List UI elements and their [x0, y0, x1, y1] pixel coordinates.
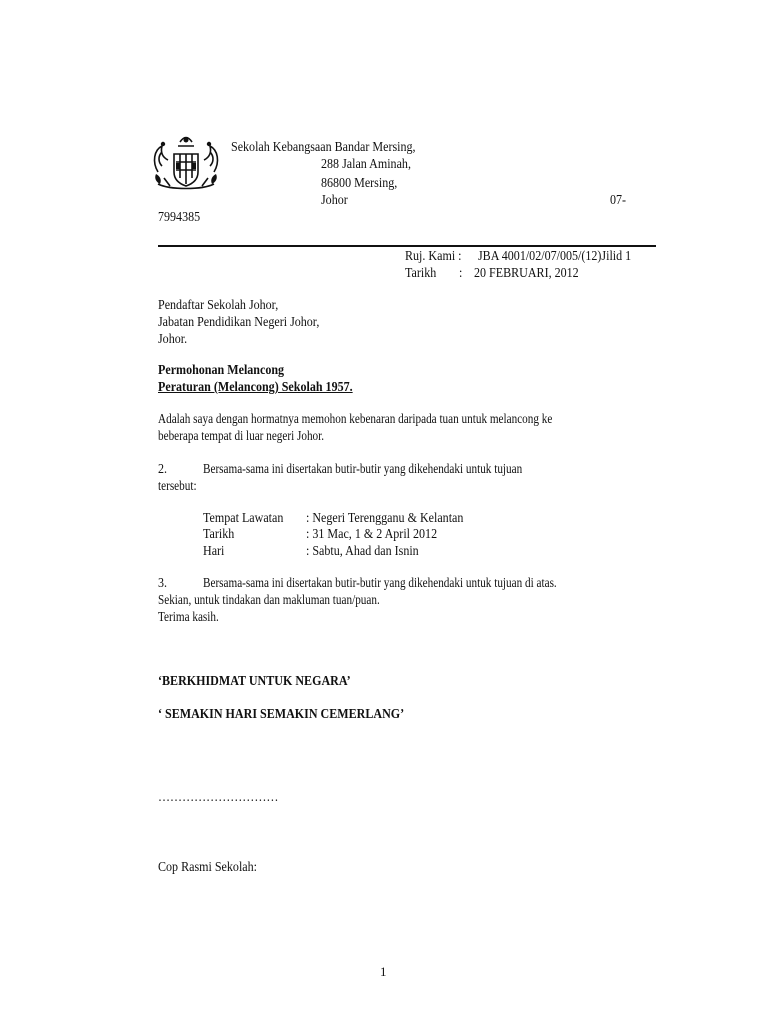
- detail-value: : Sabtu, Ahad dan Isnin: [306, 544, 419, 559]
- address-line-1: 288 Jalan Aminah,: [321, 157, 411, 172]
- para3-line-2: Sekian, untuk tindakan dan makluman tuan/puan.: [158, 593, 380, 608]
- detail-value: : 31 Mac, 1 & 2 April 2012: [306, 527, 438, 542]
- school-name: Sekolah Kebangsaan Bandar Mersing,: [231, 140, 416, 155]
- subject-line-2: Peraturan (Melancong) Sekolah 1957.: [158, 380, 353, 395]
- page-number: 1: [380, 964, 387, 979]
- ref-label: Ruj. Kami :: [405, 249, 462, 264]
- coat-of-arms-icon: [150, 132, 222, 194]
- para1-line-2: beberapa tempat di luar negeri Johor.: [158, 429, 325, 444]
- para2-line-2: tersebut:: [158, 479, 197, 494]
- detail-label: Hari: [203, 544, 225, 559]
- motto-2: ‘ SEMAKIN HARI SEMAKIN CEMERLANG’: [158, 707, 405, 722]
- motto-1: ‘BERKHIDMAT UNTUK NEGARA’: [158, 674, 351, 689]
- ref-value: JBA 4001/02/07/005/(12)Jilid 1: [478, 249, 632, 264]
- address-line-2: 86800 Mersing,: [321, 176, 398, 191]
- para3-line-3: Terima kasih.: [158, 610, 219, 625]
- para2-line-1: Bersama-sama ini disertakan butir-butir yang dikehendaki untuk tujuan: [203, 462, 523, 477]
- detail-label: Tempat Lawatan: [203, 511, 284, 526]
- para2-number: 2.: [158, 462, 168, 477]
- para1-line-1: Adalah saya dengan hormatnya memohon kebenaran daripada tuan untuk melancong ke: [158, 412, 553, 427]
- date-label: Tarikh: [405, 266, 437, 281]
- date-value: 20 FEBRUARI, 2012: [474, 266, 579, 281]
- recipient-line-3: Johor.: [158, 332, 188, 347]
- recipient-line-1: Pendaftar Sekolah Johor,: [158, 298, 279, 313]
- stamp-label: Cop Rasmi Sekolah:: [158, 860, 258, 875]
- signature-line: …………………………: [158, 790, 279, 805]
- phone-part-1: 07-: [610, 193, 627, 208]
- detail-label: Tarikh: [203, 527, 235, 542]
- recipient-line-2: Jabatan Pendidikan Negeri Johor,: [158, 315, 320, 330]
- para3-number: 3.: [158, 576, 168, 591]
- date-colon: :: [459, 266, 463, 281]
- detail-value: : Negeri Terengganu & Kelantan: [306, 511, 464, 526]
- phone-part-2: 7994385: [158, 210, 201, 225]
- subject-line-1: Permohonan Melancong: [158, 363, 285, 378]
- para3-line-1: Bersama-sama ini disertakan butir-butir yang dikehendaki untuk tujuan di atas.: [203, 576, 557, 591]
- address-line-3: Johor: [321, 193, 348, 208]
- header-divider: [158, 245, 656, 247]
